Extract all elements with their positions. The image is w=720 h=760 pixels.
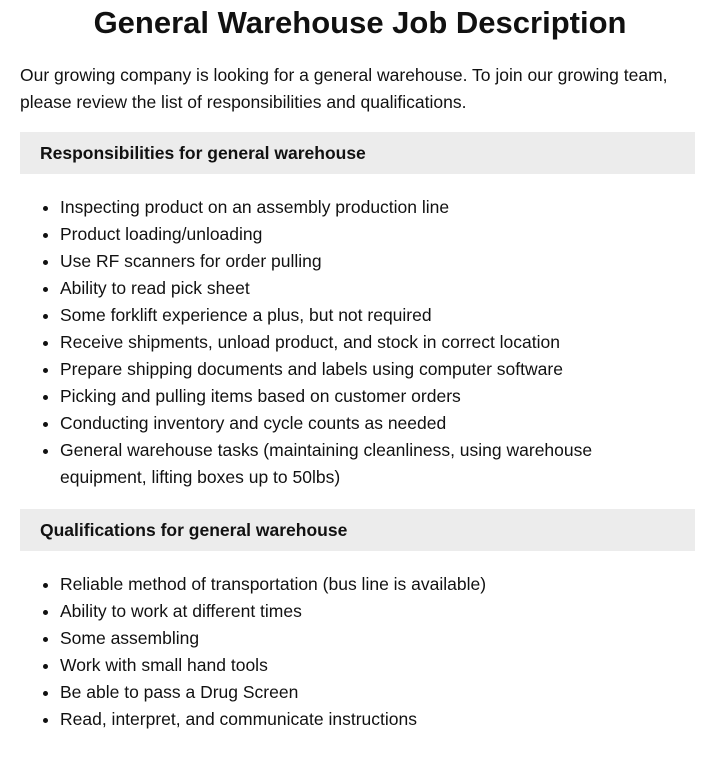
list-item: • Use RF scanners for order pulling	[60, 248, 630, 275]
list-item: • Picking and pulling items based on customer orders	[60, 383, 630, 410]
list-item: • Prepare shipping documents and labels using computer software	[60, 356, 630, 383]
list-item: • Some forklift experience a plus, but not required	[60, 302, 630, 329]
list-item: • Reliable method of transportation (bus line is available)	[60, 571, 630, 598]
list-item: • Product loading/unloading	[60, 221, 630, 248]
qualifications-heading: Qualifications for general warehouse	[20, 509, 695, 551]
list-item: • Ability to work at different times	[60, 598, 630, 625]
list-item: • Be able to pass a Drug Screen	[60, 679, 630, 706]
list-item: • Work with small hand tools	[60, 652, 630, 679]
list-item: • Ability to read pick sheet	[60, 275, 630, 302]
list-item: • Conducting inventory and cycle counts as needed	[60, 410, 630, 437]
responsibilities-list	[0, 194, 720, 491]
list-item: • Some assembling	[60, 625, 630, 652]
page-title: General Warehouse Job Description	[93, 5, 627, 40]
responsibilities-heading: Responsibilities for general warehouse	[20, 132, 695, 174]
list-item: • Read, interpret, and communicate instructions	[60, 706, 630, 733]
list-item: • Receive shipments, unload product, and stock in correct location	[60, 329, 630, 356]
list-item: • General warehouse tasks (maintaining cleanliness, using warehouse equipment, lifting boxes up to 50lbs)	[60, 437, 630, 491]
intro-text: Our growing company is looking for a general warehouse. To join our growing team, please review the list of responsibilities and qualifications.	[20, 65, 668, 112]
qualifications-list	[0, 571, 720, 733]
list-item: • Inspecting product on an assembly production line	[60, 194, 630, 221]
